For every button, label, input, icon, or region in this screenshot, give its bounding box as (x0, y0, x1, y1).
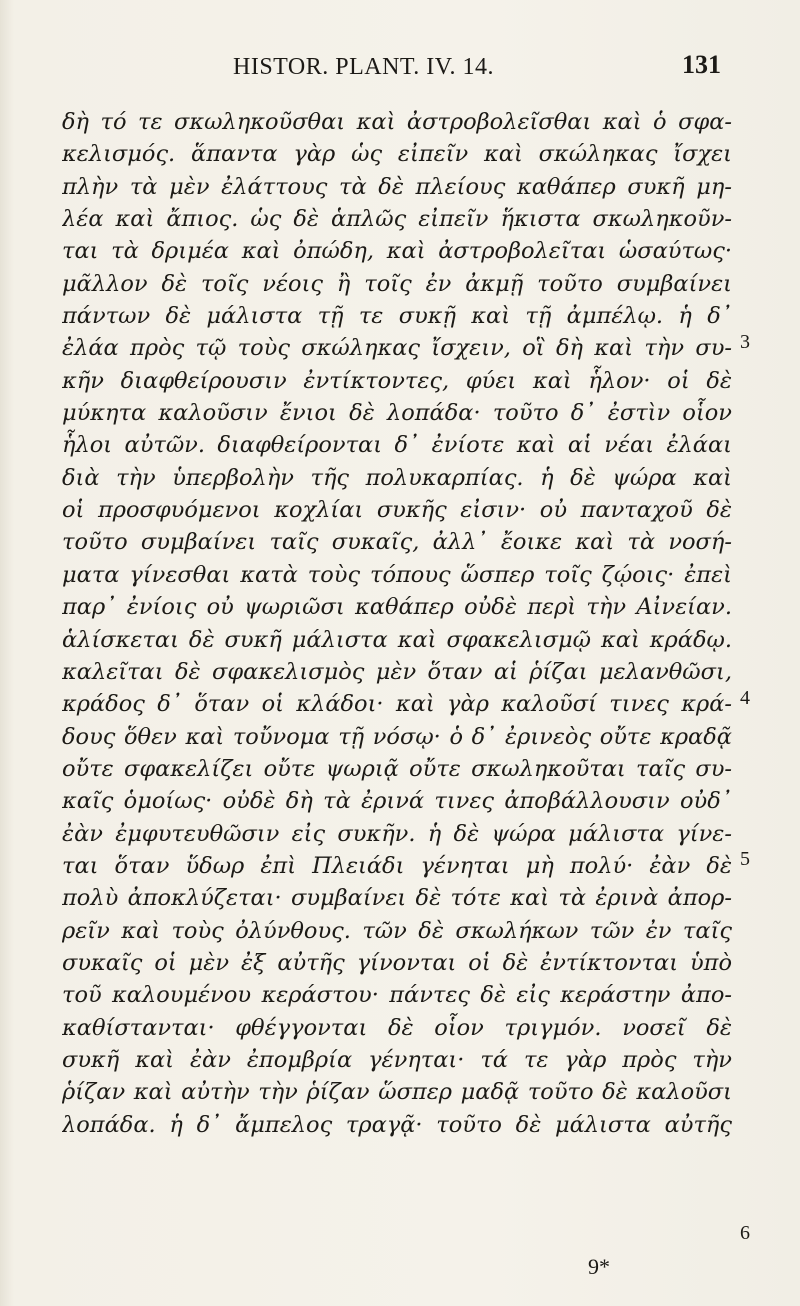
running-title: HISTOR. PLANT. IV. 14. (233, 54, 495, 80)
text-line: ρεῖν καὶ τοὺς ὀλύνθους. τῶν δὲ σκωλήκων τῶν ἐν ταῖς (62, 917, 732, 944)
text-line: πλὴν τὰ μὲν ἐλάττους τὰ δὲ πλείους καθάπερ συκῆ μη- (62, 173, 732, 200)
text-line: μᾶλλον δὲ τοῖς νέοις ἢ τοῖς ἐν ἀκμῇ τοῦτο συμβαίνει (62, 270, 732, 297)
signature-mark: 9* (588, 1254, 610, 1279)
text-line: κράδος δ᾽ ὅταν οἱ κλάδοι· καὶ γὰρ καλοῦσί τινες κρά- (62, 691, 732, 718)
text-line: ται τὰ δριμέα καὶ ὀπώδη, καὶ ἀστροβολεῖται ὡσαύτως· (62, 238, 732, 265)
text-line: παρ᾽ ἐνίοις οὐ ψωριῶσι καθάπερ οὐδὲ περὶ τὴν Αἰνείαν. (62, 594, 732, 621)
margin-line-number: 5 (740, 848, 750, 870)
text-line: λοπάδα. ἡ δ᾽ ἄμπελος τραγᾷ· τοῦτο δὲ μάλιστα αὐτῆς (62, 1111, 732, 1138)
text-line: ἁλίσκεται δὲ συκῆ μάλιστα καὶ σφακελισμῷ καὶ κράδῳ. (62, 626, 732, 653)
text-line: οὔτε σφακελίζει οὔτε ψωριᾷ οὔτε σκωληκοῦται ταῖς συ- (62, 755, 732, 782)
text-line: οἱ προσφυόμενοι κοχλίαι συκῆς εἰσιν· οὐ πανταχοῦ δὲ (62, 497, 732, 524)
text-line: συκαῖς οἱ μὲν ἐξ αὐτῆς γίνονται οἱ δὲ ἐντίκτονται ὑπὸ (62, 949, 732, 976)
text-line: τοῦτο συμβαίνει ταῖς συκαῖς, ἀλλ᾽ ἔοικε καὶ τὰ νοσή- (62, 529, 732, 556)
text-line: ται ὅταν ὕδωρ ἐπὶ Πλειάδι γένηται μὴ πολύ· ἐὰν δὲ (62, 852, 732, 879)
text-line: διὰ τὴν ὑπερβολὴν τῆς πολυκαρπίας. ἡ δὲ ψώρα καὶ (62, 464, 732, 491)
text-line: ἧλοι αὐτῶν. διαφθείρονται δ᾽ ἐνίοτε καὶ αἱ νέαι ἐλάαι (62, 432, 732, 459)
text-line: πολὺ ἀποκλύζεται· συμβαίνει δὲ τότε καὶ τὰ ἐρινὰ ἀπορ- (62, 885, 732, 912)
text-line: πάντων δὲ μάλιστα τῇ τε συκῇ καὶ τῇ ἀμπέλῳ. ἡ δ᾽ (62, 303, 732, 330)
text-line: καθίστανται· φθέγγονται δὲ οἷον τριγμόν. νοσεῖ δὲ (62, 1014, 732, 1041)
text-line: ἐὰν ἐμφυτευθῶσιν εἰς συκῆν. ἡ δὲ ψώρα μάλιστα γίνε- (62, 820, 732, 847)
text-line: δὴ τό τε σκωληκοῦσθαι καὶ ἀστροβολεῖσθαι καὶ ὁ σφα- (62, 109, 732, 135)
text-line: κελισμός. ἅπαντα γὰρ ὡς εἰπεῖν καὶ σκώληκας ἴσχει (62, 141, 732, 168)
text-line: ματα γίνεσθαι κατὰ τοὺς τόπους ὥσπερ τοῖς ζῴοις· ἐπεὶ (62, 561, 732, 588)
text-line: κῆν διαφθείρουσιν ἐντίκτοντες, φύει καὶ ἧλον· οἱ δὲ (62, 367, 732, 394)
text-line: καλεῖται δὲ σφακελισμὸς μὲν ὅταν αἱ ῥίζαι μελανθῶσι, (62, 658, 732, 685)
page-number: 131 (682, 50, 721, 79)
margin-line-number: 3 (740, 331, 750, 353)
text-line: δους ὅθεν καὶ τοὔνομα τῇ νόσῳ· ὁ δ᾽ ἐρινεὸς οὔτε κραδᾷ (62, 723, 732, 750)
body-text (62, 106, 732, 1141)
margin-line-number: 6 (740, 1222, 750, 1244)
text-line: μύκητα καλοῦσιν ἔνιοι δὲ λοπάδα· τοῦτο δ᾽ ἐστὶν οἷον (62, 400, 732, 427)
text-line: καῖς ὁμοίως· οὐδὲ δὴ τὰ ἐρινά τινες ἀποβάλλουσιν οὐδ᾽ (62, 788, 732, 815)
text-line: ἐλάα πρὸς τῷ τοὺς σκώληκας ἴσχειν, οἳ δὴ καὶ τὴν συ- (62, 335, 732, 362)
text-line: ῥίζαν καὶ αὐτὴν τὴν ῥίζαν ὥσπερ μαδᾷ τοῦτο δὲ καλοῦσι (62, 1079, 732, 1106)
text-line: λέα καὶ ἄπιος. ὡς δὲ ἁπλῶς εἰπεῖν ἥκιστα σκωληκοῦν- (62, 206, 732, 233)
margin-line-number: 4 (740, 687, 750, 709)
text-line: συκῆ καὶ ἐὰν ἐπομβρία γένηται· τά τε γὰρ πρὸς τὴν (62, 1046, 732, 1073)
text-line: τοῦ καλουμένου κεράστου· πάντες δὲ εἰς κεράστην ἀπο- (62, 982, 732, 1009)
page-header (0, 50, 800, 90)
